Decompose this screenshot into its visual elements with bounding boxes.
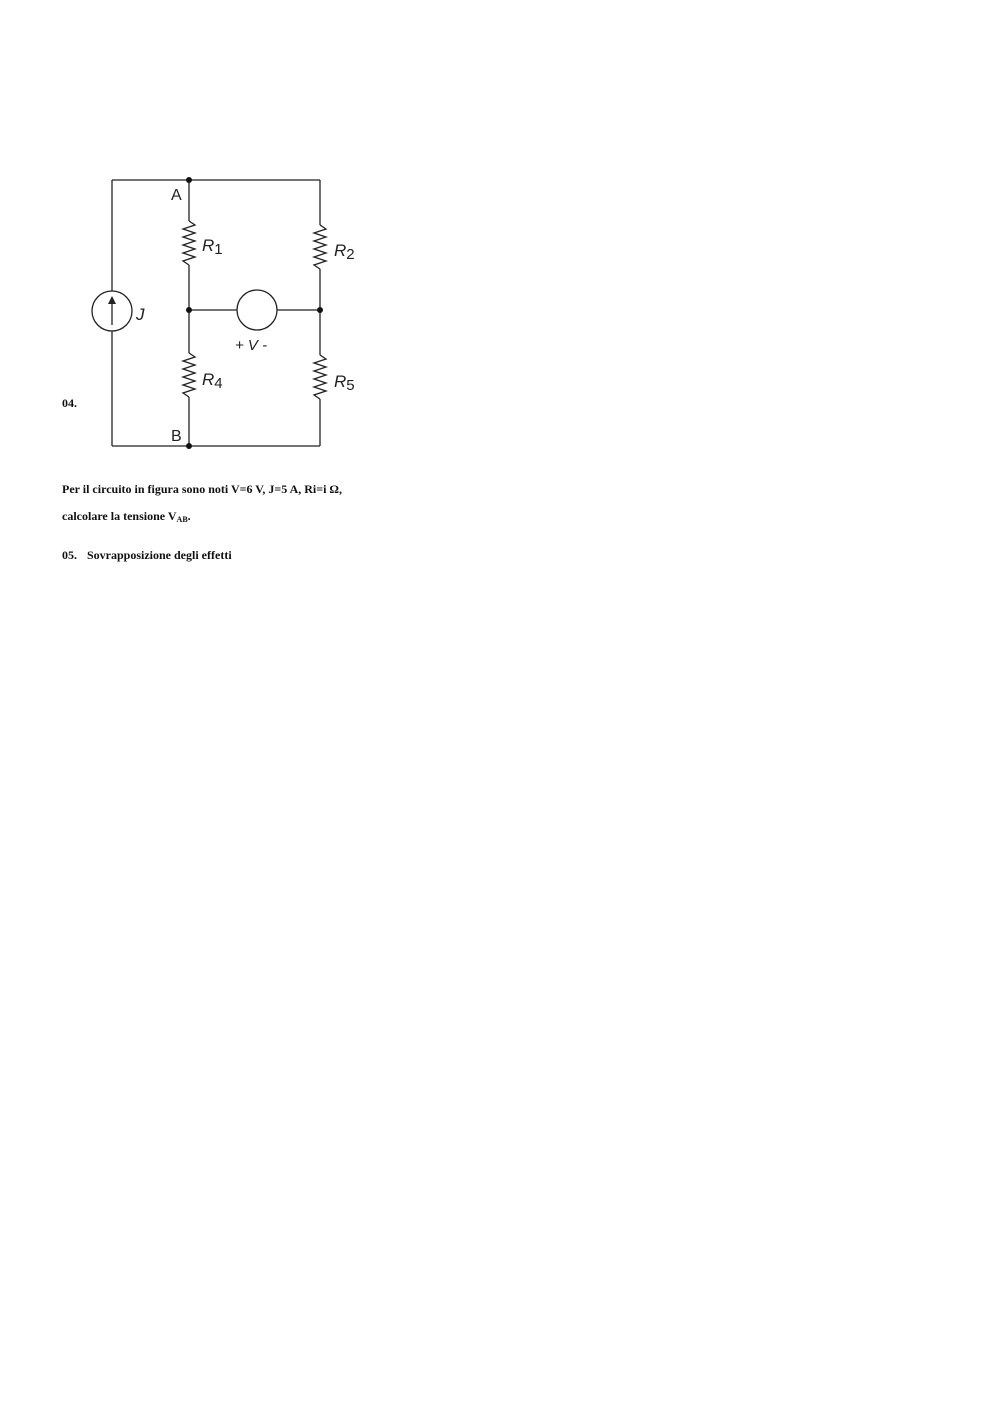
voltage-source-label: + V -: [235, 337, 268, 354]
problem-text-line-1: Per il circuito in figura sono noti V=6 V, J=5 A, Ri=i Ω,: [62, 482, 343, 496]
problem-text-line-2-suffix: .: [187, 509, 191, 523]
r5-label: R5: [334, 372, 355, 394]
vab-subscript: AB: [176, 515, 188, 524]
resistor-r2: [314, 225, 326, 269]
section-heading: [62, 548, 232, 563]
r1-label: R1: [202, 236, 223, 258]
resistor-r1: [183, 221, 195, 265]
node-b-dot: [186, 443, 192, 449]
node-mid-left-dot: [186, 307, 192, 313]
current-arrow-head: [108, 296, 116, 304]
node-a-label: A: [171, 187, 182, 204]
node-b-label: B: [171, 428, 182, 445]
circuit-diagram: [80, 165, 380, 460]
resistor-r4: [183, 353, 195, 397]
node-a-dot: [186, 177, 192, 183]
problem-text-line-2-prefix: calcolare la tensione V: [62, 509, 177, 523]
voltage-source: [237, 290, 277, 330]
problem-text-line-2: [62, 509, 191, 524]
section-title: Sovrapposizione degli effetti: [87, 548, 232, 562]
node-mid-right-dot: [317, 307, 323, 313]
circuit-svg: [80, 165, 380, 460]
problem-number: 04.: [62, 396, 77, 410]
resistor-r5: [314, 355, 326, 399]
r2-label: R2: [334, 241, 355, 263]
r4-label: R4: [202, 370, 223, 392]
section-number: 05.: [62, 548, 77, 562]
current-source-label: J: [136, 305, 145, 324]
